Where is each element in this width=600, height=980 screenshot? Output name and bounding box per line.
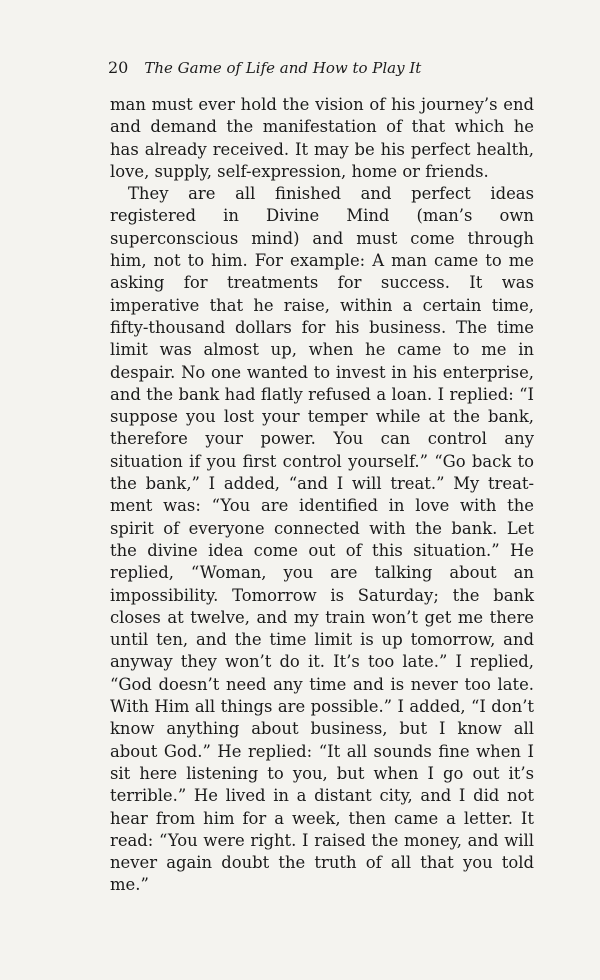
paragraph: They are all finished and perfect ideas registered in Divine Mind (man’s own superconscious mind) and must come through him, not to him. For example: A man came to me asking for treatments for success. It was imperative that he raise, within a certain time, fifty-thousand dollars for his business. The time limit was almost up, when he came to me in despair. No one wanted to invest in his enterprise, and the bank had flatly refused a loan. I replied: “I suppose you lost your temper while at the bank, therefore your power. You can control any situation if you first control yourself.” “Go back to the bank,” I added, “and I will treat.” My treatment was: “You are identified in love with the spirit of everyone connected with the bank. Let the divine idea come out of this situation.” He replied, “Woman, you are talking about an impossibility. Tomorrow is Saturday; the bank closes at twelve, and my train won’t get me there until ten, and the time limit is up tomorrow, and anyway they won’t do it. It’s too late.” I replied, “God doesn’t need any time and is never too late. With Him all things are possible.” I added, “I don’t know anything about business, but I know all about God.” He replied: “It all sounds fine when I sit here listening to you, but when I go out it’s terrible.” He lived in a distant city, and I did not hear from him for a week, then came a letter. It read: “You were right. I raised the money, and will never again doubt the truth of all that you told me.” (110, 184, 534, 895)
body-text (110, 94, 534, 897)
page-number: 20 (108, 58, 129, 77)
running-title: The Game of Life and How to Play It (144, 59, 422, 77)
paragraph-continued: man must ever hold the vision of his journey’s end and demand the manifestation of that which he has already received. It may be his perfect health, love, supply, self-expression, home or friends. (110, 95, 534, 181)
running-head (108, 58, 421, 77)
